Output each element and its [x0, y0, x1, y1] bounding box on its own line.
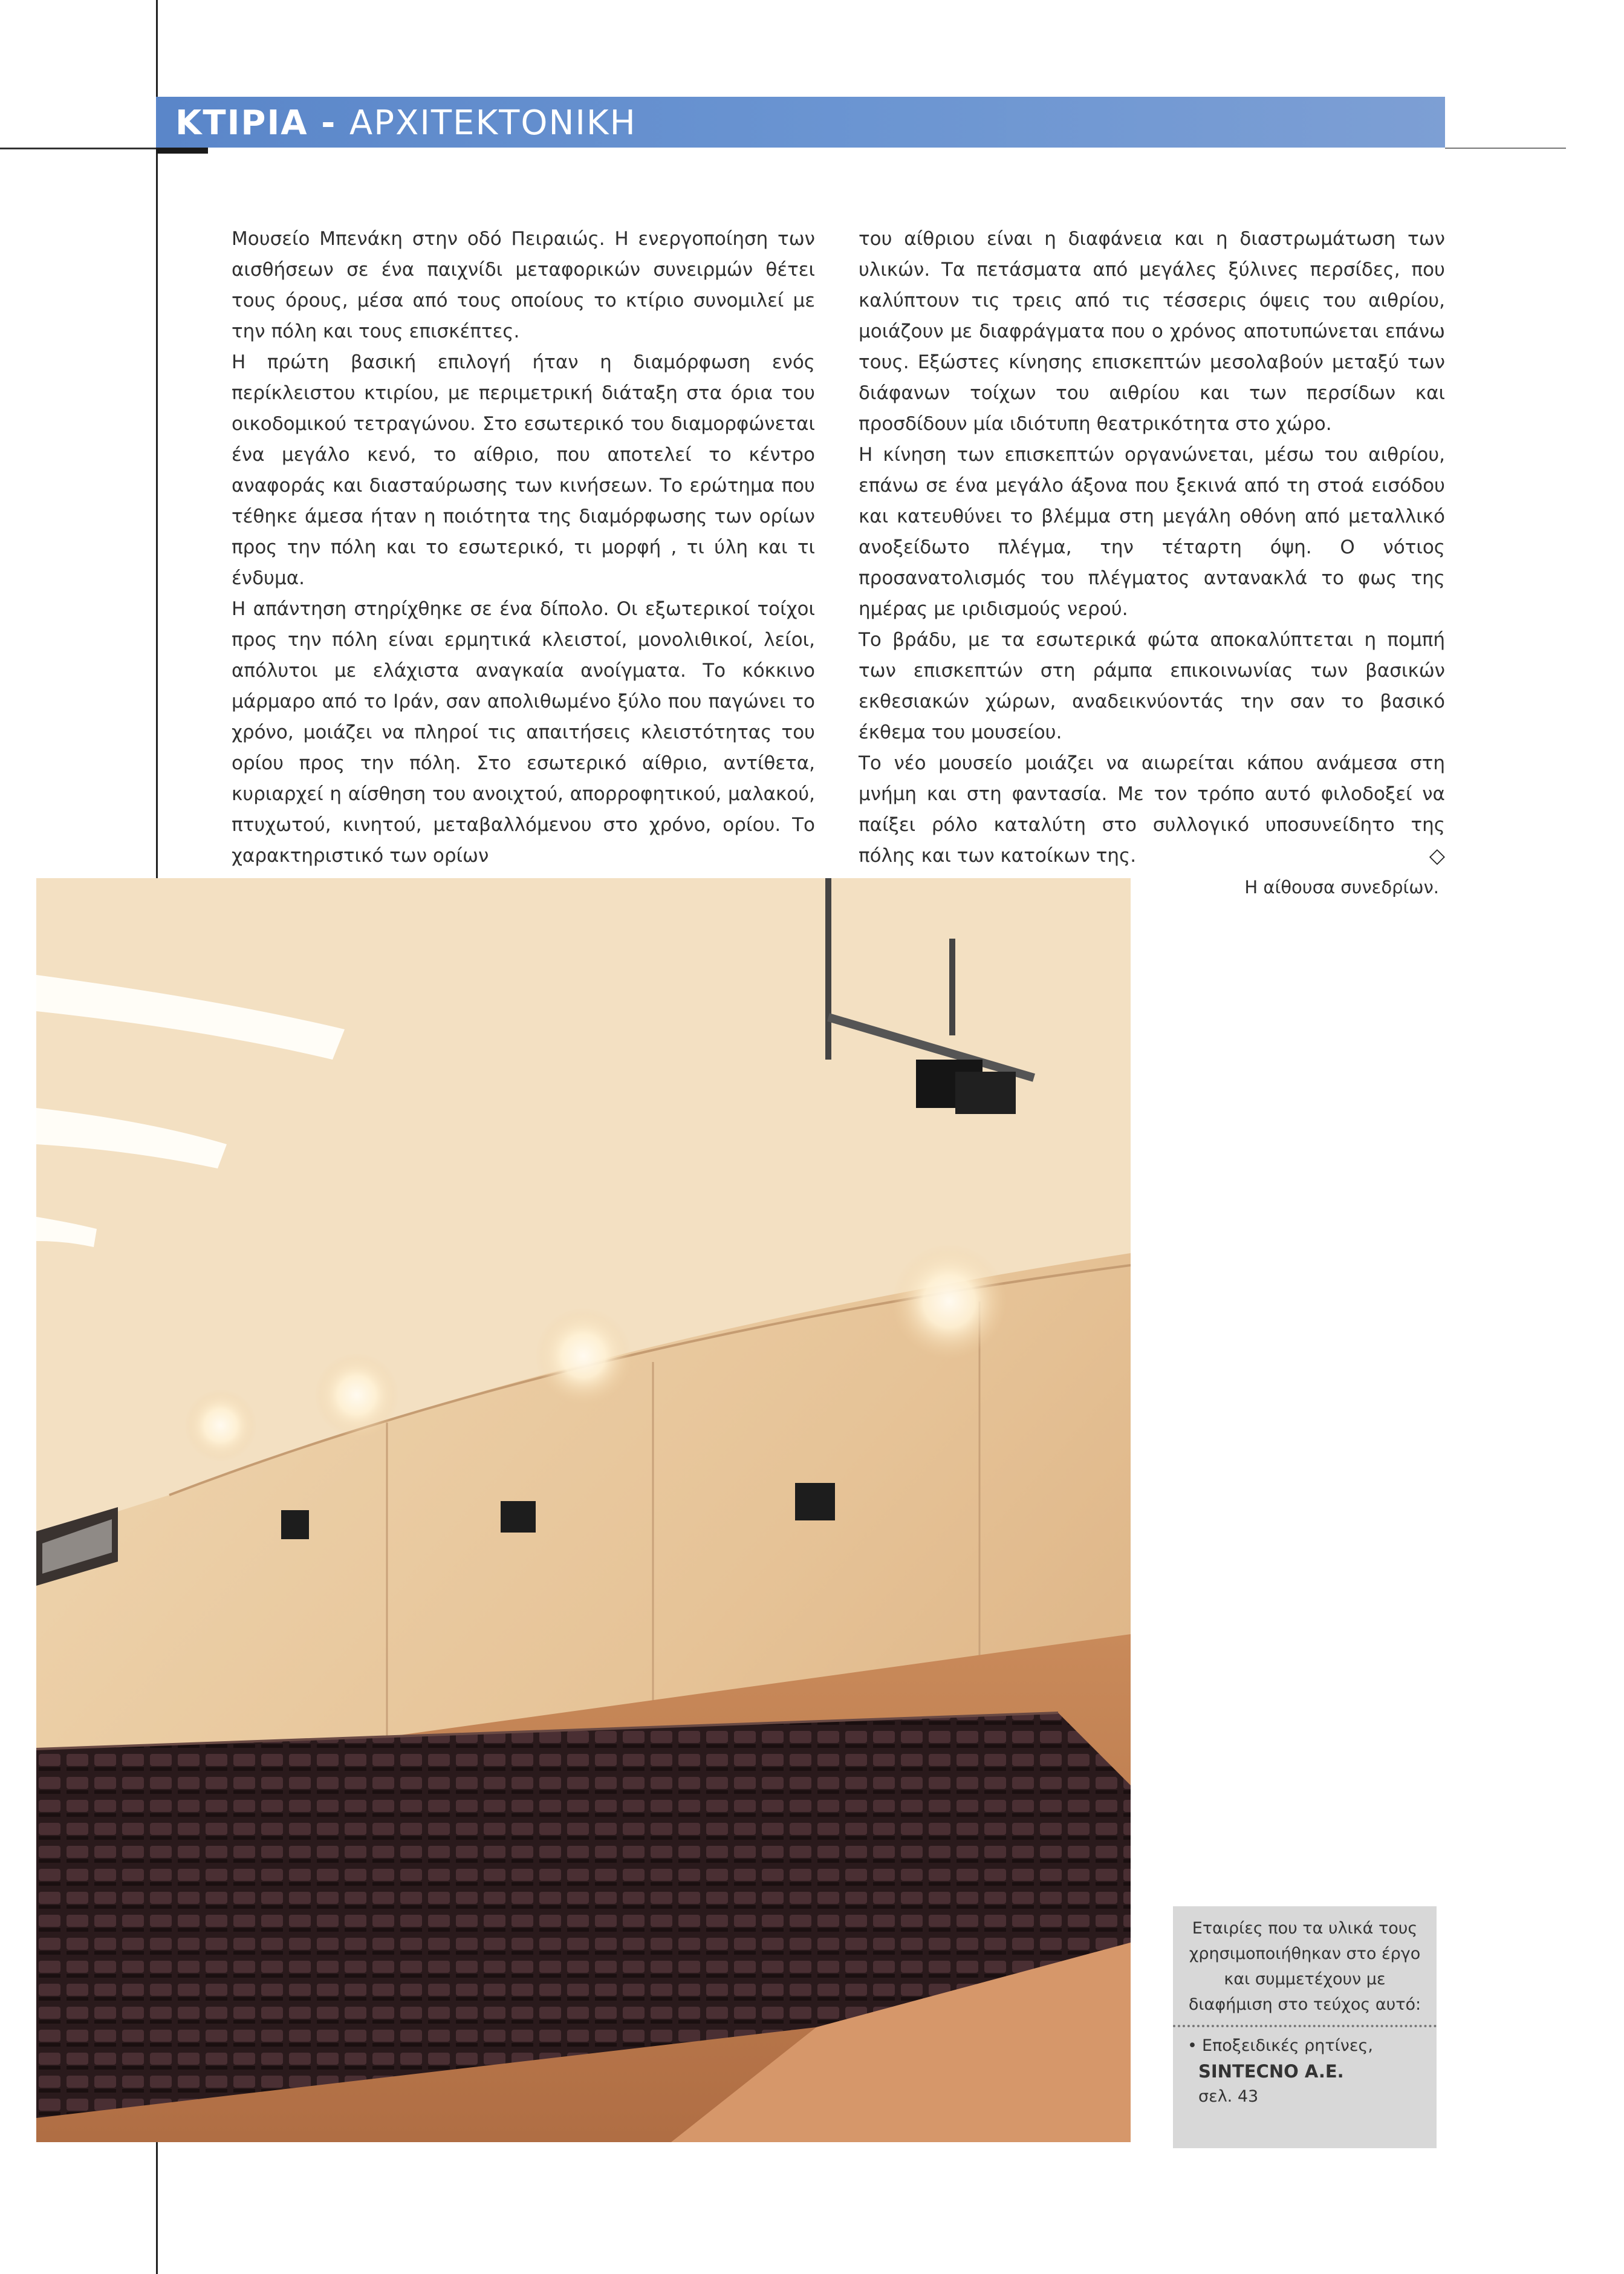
section-title-sub: ΑΡΧΙΤΕΚΤΟΝΙΚΗ: [349, 103, 637, 143]
credits-intro: Εταιρίες που τα υλικά τους χρησιμοποιήθηκαν στο έργο και συμμετέχουν με διαφήμιση στο τεύχος αυτό:: [1173, 1906, 1437, 2027]
header-rule-right: [1445, 148, 1566, 149]
paragraph: Το βράδυ, με τα εσωτερικά φώτα αποκαλύπτεται η πομπή των επισκεπτών στη ράμπα επικοινωνίας των βασικών εκθεσιακών χώρων, αναδεικνύοντάς την σαν το βασικό έκθεμα του μουσείου.: [859, 629, 1445, 743]
conference-hall-illustration: [36, 878, 1131, 2142]
paragraph: Μουσείο Μπενάκη στην οδό Πειραιώς. Η ενεργοποίηση των αισθήσεων σε ένα παιχνίδι μεταφορικών συνειρμών θέτει τους όρους, μέσα από τους οποίους το κτίριο συνομιλεί με την πόλη και τους επισκέπτες.: [232, 228, 815, 342]
section-title-separator: -: [308, 103, 349, 143]
paragraph: Η απάντηση στηρίχθηκε σε ένα δίπολο. Οι εξωτερικοί τοίχοι προς την πόλη είναι ερμητικά κλειστοί, μονολιθικοί, λείοι, απόλυτοι με ελάχιστα αναγκαία ανοίγματα. Το κόκκινο μάρμαρο από το Ιράν, σαν απολιθωμένο ξύλο που παγώνει το χρόνο, μοιάζει να πληροί τις απαιτήσεις κλειστότητας του ορίου προς την πόλη. Στο εσωτερικό αίθριο, αντίθετα, κυριαρχεί η αίσθηση του ανοιχτού, απορροφητικού, μαλακού, πτυχωτού, κινητού, μεταβαλλόμενου στο χρόνο, ορίου. Το χαρακτηριστικό των ορίων: [232, 598, 815, 867]
paragraph: Η κίνηση των επισκεπτών οργανώνεται, μέσω του αιθρίου, επάνω σε ένα μεγάλο άξονα που ξεκινά από τη στοά εισόδου και κατευθύνει το βλέμμα στη μεγάλη οθόνη από μεταλλικό ανοξείδωτο πλέγμα, την τέταρτη όψη. Ο νότιος προσανατολισμός του πλέγματος αντανακλά το φως της ημέρας με ιριδισμούς νερού.: [859, 444, 1445, 620]
credits-box: [1173, 1906, 1437, 2148]
paragraph: [859, 748, 1445, 871]
paragraph: του αίθριου είναι η διαφάνεια και η διαστρωμάτωση των υλικών. Τα πετάσματα από μεγάλες ξύλινες περσίδες, που καλύπτουν τις τρεις από τις τέσσερις όψεις του αιθρίου, μοιάζουν με διαφράγματα που ο χρόνος αποτυπώνεται επάνω τους. Εξώστες κίνησης επισκεπτών μεσολαβούν μεταξύ των διάφανων τοίχων του αιθρίου και των περσίδων και προσδίδουν μία ιδιότυπη θεατρικότητα στο χώρο.: [859, 228, 1445, 435]
section-title-main: ΚΤΙΡΙΑ: [175, 103, 308, 143]
section-title: [175, 98, 637, 149]
photo-caption: Η αίθουσα συνεδρίων.: [1244, 877, 1439, 898]
end-of-article-icon: ◇: [1429, 844, 1445, 868]
credits-item: [1173, 2027, 1437, 2109]
bullet-icon: •: [1187, 2036, 1197, 2055]
header-rule-left: [0, 148, 156, 149]
conference-hall-photo: [36, 878, 1131, 2142]
credits-page-reference: σελ. 43: [1198, 2087, 1259, 2106]
article-column-1: [232, 224, 815, 871]
article-column-2: [859, 224, 1445, 871]
paragraph-text: Το νέο μουσείο μοιάζει να αιωρείται κάπου ανάμεσα στη μνήμη και στη φαντασία. Με τον τρόπο αυτό φιλοδοξεί να παίξει ρόλο καταλύτη στο συλλογικό υποσυνείδητο της πόλης και των κατοίκων της.: [859, 752, 1445, 867]
credits-item-label: Εποξειδικές ρητίνες,: [1201, 2036, 1373, 2055]
left-margin-rule-lower: [156, 2142, 158, 2274]
credits-company: SINTECNO A.E.: [1198, 2061, 1344, 2082]
paragraph: Η πρώτη βασική επιλογή ήταν η διαμόρφωση ενός περίκλειστου κτιρίου, με περιμετρική διάταξη στα όρια του οικοδομικού τετραγώνου. Στο εσωτερικό του διαμορφώνεται ένα μεγάλο κενό, το αίθριο, που αποτελεί το κέντρο αναφοράς και διασταύρωσης των κινήσεων. Το ερώτημα που τέθηκε άμεσα ήταν η ποιότητα της διαμόρφωσης των ορίων προς την πόλη και το εσωτερικό, τι μορφή , τι ύλη και τι ένδυμα.: [232, 351, 815, 589]
